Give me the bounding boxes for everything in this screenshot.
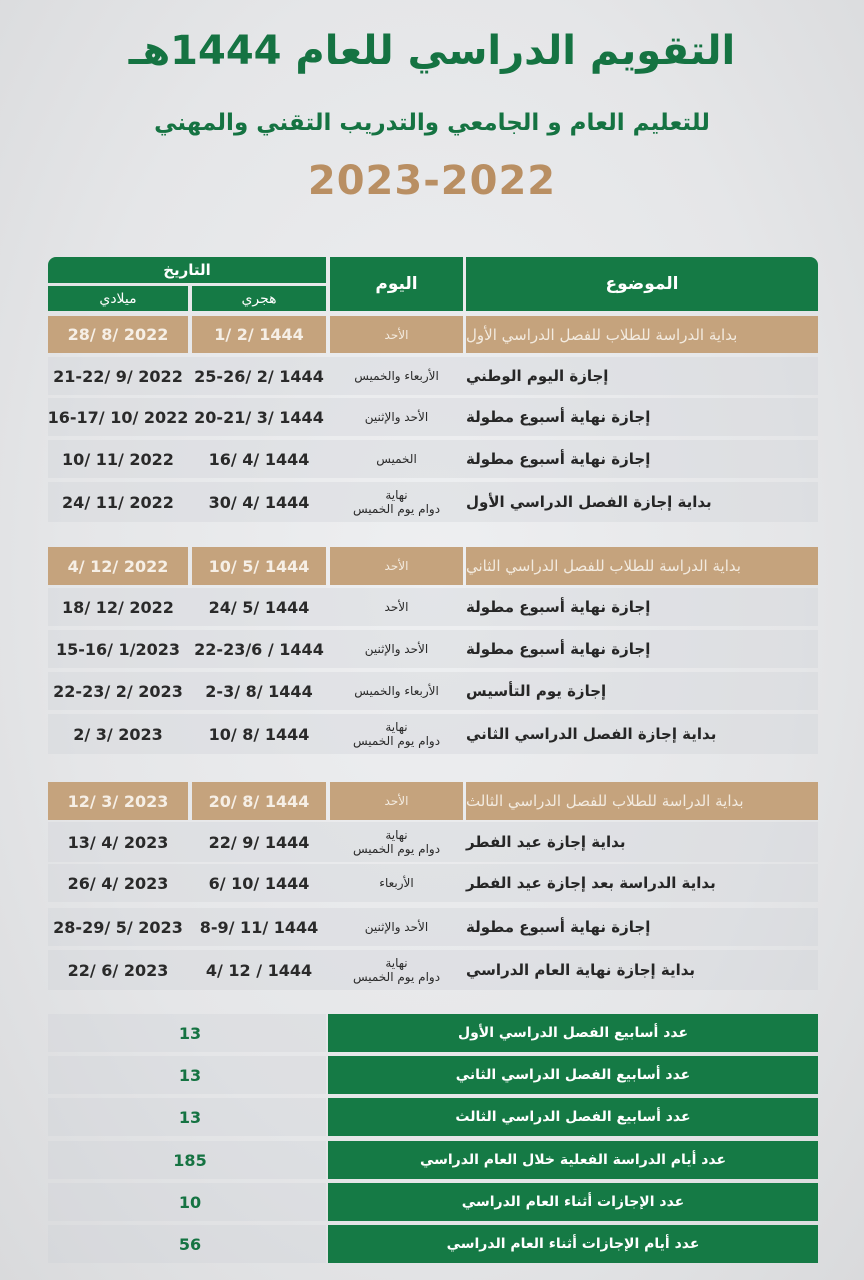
row-gregorian-date: 13/ 4/ 2023 bbox=[67, 832, 169, 852]
row-day-line: نهاية bbox=[385, 956, 408, 970]
row-subject: بداية إجازة الفصل الدراسي الثاني bbox=[466, 725, 717, 743]
row-hijri-date: 6/ 10/ 1444 bbox=[208, 873, 310, 893]
header-day: اليوم bbox=[330, 257, 463, 311]
row-day bbox=[330, 482, 463, 522]
row-subject: إجازة اليوم الوطني bbox=[466, 367, 609, 385]
row-hijri-date: 25-26/ 2/ 1444 bbox=[194, 366, 324, 386]
header-date: التاريخ bbox=[48, 257, 326, 283]
summary-value: 185 bbox=[173, 1150, 207, 1170]
row-gregorian-date: 21-22/ 9/ 2022 bbox=[53, 366, 183, 386]
row-day-line: الأحد والإثنين bbox=[364, 642, 429, 656]
summary-value: 13 bbox=[178, 1023, 202, 1043]
summary-value: 13 bbox=[178, 1107, 202, 1127]
row-day bbox=[330, 440, 463, 478]
row-hijri-date: 30/ 4/ 1444 bbox=[208, 492, 310, 512]
row-gregorian-date: 2/ 3/ 2023 bbox=[73, 724, 163, 744]
row-day bbox=[330, 822, 463, 862]
row-gregorian-date: 22-23/ 2/ 2023 bbox=[53, 681, 183, 701]
row-gregorian-date: 22/ 6/ 2023 bbox=[67, 960, 169, 980]
summary-label: عدد أسابيع الفصل الدراسي الثالث bbox=[328, 1098, 818, 1136]
page-subtitle: للتعليم العام و الجامعي والتدريب التقني والمهني bbox=[154, 110, 710, 136]
row-subject: إجازة نهاية أسبوع مطولة bbox=[466, 450, 651, 468]
row-day-line: الأحد bbox=[384, 600, 409, 614]
row-day-line: نهاية bbox=[385, 720, 408, 734]
row-day bbox=[330, 316, 463, 353]
summary-value: 13 bbox=[178, 1065, 202, 1085]
row-day-line: الأحد والإثنين bbox=[364, 410, 429, 424]
header-hijri: هجري bbox=[192, 286, 326, 311]
row-gregorian-date: 26/ 4/ 2023 bbox=[67, 873, 169, 893]
row-hijri-date: 20/ 8/ 1444 bbox=[192, 782, 326, 820]
row-day-line: دوام يوم الخميس bbox=[352, 842, 441, 856]
row-day-line: الأربعاء والخميس bbox=[354, 369, 439, 383]
row-hijri-date: 20-21/ 3/ 1444 bbox=[194, 407, 324, 427]
row-hijri-date: 24/ 5/ 1444 bbox=[208, 597, 310, 617]
row-subject: بداية الدراسة بعد إجازة عيد الفطر bbox=[466, 874, 716, 892]
row-gregorian-date: 10/ 11/ 2022 bbox=[62, 449, 174, 469]
row-gregorian-date: 18/ 12/ 2022 bbox=[62, 597, 174, 617]
summary-label: عدد أسابيع الفصل الدراسي الأول bbox=[328, 1014, 818, 1052]
header-subject: الموضوع bbox=[466, 257, 818, 311]
summary-label: عدد الإجازات أثناء العام الدراسي bbox=[328, 1183, 818, 1221]
header-gregorian: ميلادي bbox=[48, 286, 188, 311]
row-hijri-date: 10/ 8/ 1444 bbox=[208, 724, 310, 744]
summary-value: 10 bbox=[178, 1192, 202, 1212]
row-hijri-date: 22-23/6 / 1444 bbox=[194, 639, 324, 659]
row-gregorian-date: 24/ 11/ 2022 bbox=[62, 492, 174, 512]
row-day-line: الخميس bbox=[376, 452, 417, 466]
row-subject: بداية الدراسة للطلاب للفصل الدراسي الأول bbox=[466, 316, 818, 353]
row-day bbox=[330, 357, 463, 395]
row-subject: بداية الدراسة للطلاب للفصل الدراسي الثالث bbox=[466, 782, 818, 820]
row-hijri-date: 4/ 12 / 1444 bbox=[205, 960, 313, 980]
row-day-line: دوام يوم الخميس bbox=[352, 970, 441, 984]
row-hijri-date: 22/ 9/ 1444 bbox=[208, 832, 310, 852]
summary-label: عدد أسابيع الفصل الدراسي الثاني bbox=[328, 1056, 818, 1094]
row-day-line: دوام يوم الخميس bbox=[352, 502, 441, 516]
row-subject: بداية إجازة الفصل الدراسي الأول bbox=[466, 493, 712, 511]
row-day-line: نهاية bbox=[385, 488, 408, 502]
row-day-line: الأحد bbox=[384, 327, 409, 342]
row-gregorian-date: 12/ 3/ 2023 bbox=[48, 782, 188, 820]
row-day-line: الأحد bbox=[384, 559, 409, 573]
row-day bbox=[330, 672, 463, 710]
row-gregorian-date: 28/ 8/ 2022 bbox=[48, 316, 188, 353]
row-hijri-date: 1/ 2/ 1444 bbox=[192, 316, 326, 353]
row-gregorian-date: 16-17/ 10/ 2022 bbox=[47, 407, 189, 427]
row-day bbox=[330, 714, 463, 754]
row-day bbox=[330, 864, 463, 902]
row-subject: إجازة نهاية أسبوع مطولة bbox=[466, 408, 651, 426]
row-day bbox=[330, 588, 463, 626]
summary-value: 56 bbox=[178, 1234, 202, 1254]
row-hijri-date: 16/ 4/ 1444 bbox=[208, 449, 310, 469]
page-title: التقويم الدراسي للعام 1444هـ bbox=[128, 28, 736, 74]
row-subject: بداية إجازة عيد الفطر bbox=[466, 833, 626, 851]
row-hijri-date: 2-3/ 8/ 1444 bbox=[205, 681, 313, 701]
summary-label: عدد أيام الإجازات أثناء العام الدراسي bbox=[328, 1225, 818, 1263]
row-subject: بداية الدراسة للطلاب للفصل الدراسي الثاني bbox=[466, 547, 818, 585]
row-day-line: الأربعاء bbox=[379, 876, 414, 890]
summary-label: عدد أيام الدراسة الفعلية خلال العام الدراسي bbox=[328, 1141, 818, 1179]
row-day bbox=[330, 908, 463, 946]
row-gregorian-date: 4/ 12/ 2022 bbox=[48, 547, 188, 585]
row-subject: بداية إجازة نهاية العام الدراسي bbox=[466, 961, 696, 979]
row-hijri-date: 8-9/ 11/ 1444 bbox=[199, 917, 319, 937]
academic-years: 2023-2022 bbox=[307, 158, 557, 204]
row-day bbox=[330, 630, 463, 668]
row-gregorian-date: 28-29/ 5/ 2023 bbox=[53, 917, 183, 937]
row-subject: إجازة يوم التأسيس bbox=[466, 682, 607, 700]
row-day-line: الأربعاء والخميس bbox=[354, 684, 439, 698]
row-day-line: دوام يوم الخميس bbox=[352, 734, 441, 748]
row-day bbox=[330, 398, 463, 436]
row-subject: إجازة نهاية أسبوع مطولة bbox=[466, 918, 651, 936]
row-gregorian-date: 15-16/ 1/2023 bbox=[55, 639, 181, 659]
row-hijri-date: 10/ 5/ 1444 bbox=[192, 547, 326, 585]
row-day bbox=[330, 950, 463, 990]
row-day bbox=[330, 782, 463, 820]
row-subject: إجازة نهاية أسبوع مطولة bbox=[466, 640, 651, 658]
row-day bbox=[330, 547, 463, 585]
row-day-line: نهاية bbox=[385, 828, 408, 842]
row-day-line: الأحد والإثنين bbox=[364, 920, 429, 934]
row-subject: إجازة نهاية أسبوع مطولة bbox=[466, 598, 651, 616]
row-day-line: الأحد bbox=[384, 794, 409, 808]
